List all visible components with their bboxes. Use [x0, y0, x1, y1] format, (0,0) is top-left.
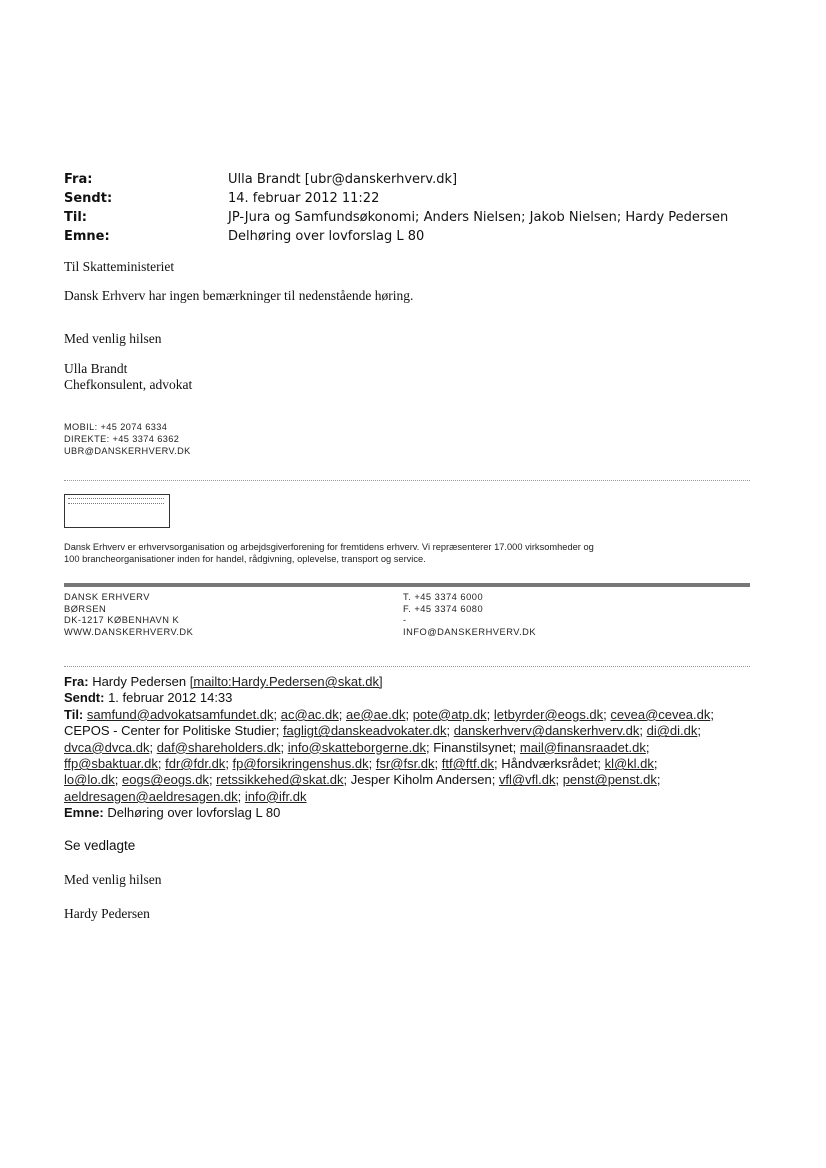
forwarded-email — [64, 674, 764, 822]
org-dash: - — [403, 615, 407, 625]
fwd-to-line-3: dvca@dvca.dk; daf@shareholders.dk; info@skatteborgerne.dk; Finanstilsynet; mail@finansraadet.dk; — [64, 739, 650, 755]
fwd-subject-value: Delhøring over lovforslag L 80 — [107, 805, 281, 821]
sender-title: Chefkonsulent, advokat — [64, 377, 193, 392]
sent-value: 14. februar 2012 11:22 — [228, 191, 380, 206]
fwd-from-row — [64, 674, 764, 690]
org-description-line2: 100 brancheorganisationer inden for handel, rådgivning, oplevelse, transport og service. — [64, 554, 426, 564]
sent-label: Sendt: — [64, 191, 113, 206]
org-phone: T. +45 3374 6000 — [403, 592, 484, 602]
recipient-link[interactable]: pote@atp.dk — [412, 706, 487, 722]
divider-2 — [64, 666, 750, 667]
sender-name: Ulla Brandt — [64, 361, 128, 376]
recipient-link[interactable]: fsr@fsr.dk — [375, 756, 435, 772]
recipient-link[interactable]: retssikkehed@skat.dk — [216, 772, 344, 788]
from-row — [64, 172, 764, 191]
org-postal: DK-1217 KØBENHAVN K — [64, 615, 180, 625]
org-building: BØRSEN — [64, 603, 107, 614]
fwd-subject-label: Emne: — [64, 805, 104, 821]
org-name: DANSK ERHVERV — [64, 592, 150, 602]
fwd-sent-label: Sendt: — [64, 690, 105, 706]
contact-block — [64, 421, 191, 457]
recipient-link[interactable]: ffp@sbaktuar.dk — [64, 756, 158, 772]
recipient-text: Håndværksrådet — [501, 756, 598, 772]
fwd-to-label: Til: — [64, 706, 84, 722]
org-web: WWW.DANSKERHVERV.DK — [64, 626, 194, 637]
recipient-link[interactable]: fdr@fdr.dk — [165, 756, 226, 772]
to-value: JP-Jura og Samfundsøkonomi; Anders Nielsen; Jakob Nielsen; Hardy Pedersen — [228, 210, 729, 225]
recipient-link[interactable]: di@di.dk — [646, 723, 698, 739]
recipient-link[interactable]: ac@ac.dk — [280, 706, 339, 722]
recipient-link[interactable]: cevea@cevea.dk — [610, 706, 711, 722]
fwd-from-name: Hardy Pedersen — [92, 674, 187, 689]
fwd-to-line-2: CEPOS - Center for Politiske Studier; fagligt@danskeadvokater.dk; danskerhverv@danskerhverv.dk; di@di.dk; — [64, 723, 701, 739]
fwd-signature: Hardy Pedersen — [64, 906, 150, 921]
recipient-link[interactable]: eogs@eogs.dk — [122, 772, 209, 788]
divider — [64, 480, 750, 481]
recipient-link[interactable]: fagligt@danskeadvokater.dk — [282, 723, 447, 739]
recipient-text: CEPOS - Center for Politiske Studier — [64, 723, 276, 739]
subject-value: Delhøring over lovforslag L 80 — [228, 229, 425, 244]
org-info-email: INFO@DANSKERHVERV.DK — [403, 626, 537, 637]
to-label: Til: — [64, 210, 87, 225]
recipient-text: Finanstilsynet — [433, 739, 513, 755]
address-left — [64, 592, 193, 638]
logo-scribble — [68, 498, 164, 504]
fwd-closing: Med venlig hilsen — [64, 872, 162, 887]
fwd-from-label: Fra: — [64, 674, 89, 689]
recipient-link[interactable]: vfl@vfl.dk — [498, 772, 556, 788]
org-description — [64, 541, 754, 565]
to-row — [64, 210, 764, 229]
subject-label: Emne: — [64, 229, 110, 244]
fwd-sent-row — [64, 690, 764, 706]
direct-number: DIREKTE: +45 3374 6362 — [64, 434, 180, 444]
recipient-link[interactable]: fp@forsikringenshus.dk — [232, 756, 369, 772]
recipient-link[interactable]: dvca@dvca.dk — [64, 739, 150, 755]
closing: Med venlig hilsen — [64, 331, 162, 346]
logo-image — [64, 494, 170, 528]
recipient-link[interactable]: mail@finansraadet.dk — [519, 739, 646, 755]
from-value: Ulla Brandt [ubr@danskerhverv.dk] — [228, 172, 458, 187]
org-fax: F. +45 3374 6080 — [403, 603, 484, 614]
recipient-link[interactable]: danskerhverv@danskerhverv.dk — [453, 723, 640, 739]
fwd-sent-value: 1. februar 2012 14:33 — [108, 690, 233, 706]
from-label: Fra: — [64, 172, 93, 187]
fwd-from-mailto[interactable]: [mailto:Hardy.Pedersen@skat.dk] — [189, 674, 383, 689]
see-attached: Se vedlagte — [64, 838, 136, 853]
subject-row — [64, 229, 764, 248]
email-header — [64, 172, 764, 248]
fwd-to-line-4: ffp@sbaktuar.dk; fdr@fdr.dk; fp@forsikringenshus.dk; fsr@fsr.dk; ftf@ftf.dk; Håndværksrådet; kl@kl.dk; — [64, 756, 658, 772]
org-description-line1: Dansk Erhverv er erhvervsorganisation og arbejdsgiverforening for fremtidens erhverv. Vi repræsenterer 17.000 virksomheder og — [64, 542, 594, 552]
thick-divider — [64, 583, 750, 587]
salutation: Til Skatteministeriet — [64, 259, 175, 274]
recipient-link[interactable]: aeldresagen@aeldresagen.dk — [64, 788, 238, 804]
recipient-link[interactable]: lo@lo.dk — [64, 772, 115, 788]
recipient-text: Jesper Kiholm Andersen — [350, 772, 492, 788]
fwd-to-line-6: aeldresagen@aeldresagen.dk; info@ifr.dk — [64, 788, 307, 804]
recipient-link[interactable]: ftf@ftf.dk — [441, 756, 494, 772]
recipient-link[interactable]: kl@kl.dk — [604, 756, 654, 772]
sent-row — [64, 191, 764, 210]
message: Dansk Erhverv har ingen bemærkninger til nedenstående høring. — [64, 288, 414, 303]
fwd-to-line-1: Til: samfund@advokatsamfundet.dk; ac@ac.dk; ae@ae.dk; pote@atp.dk; letbyrder@eogs.dk; cevea@cevea.dk; — [64, 706, 714, 722]
mobile-number: MOBIL: +45 2074 6334 — [64, 422, 168, 432]
address-right — [403, 592, 536, 638]
fwd-to-line-5: lo@lo.dk; eogs@eogs.dk; retssikkehed@skat.dk; Jesper Kiholm Andersen; vfl@vfl.dk; penst@penst.dk; — [64, 772, 661, 788]
fwd-subject-row — [64, 805, 764, 821]
recipient-link[interactable]: letbyrder@eogs.dk — [493, 706, 604, 722]
contact-email: UBR@DANSKERHVERV.DK — [64, 446, 191, 456]
recipient-link[interactable]: penst@penst.dk — [562, 772, 657, 788]
recipient-link[interactable]: info@skatteborgerne.dk — [287, 739, 426, 755]
recipient-link[interactable]: ae@ae.dk — [346, 706, 406, 722]
recipient-link[interactable]: daf@shareholders.dk — [156, 739, 281, 755]
recipient-link[interactable]: info@ifr.dk — [244, 788, 307, 804]
recipient-link[interactable]: samfund@advokatsamfundet.dk — [86, 706, 274, 722]
